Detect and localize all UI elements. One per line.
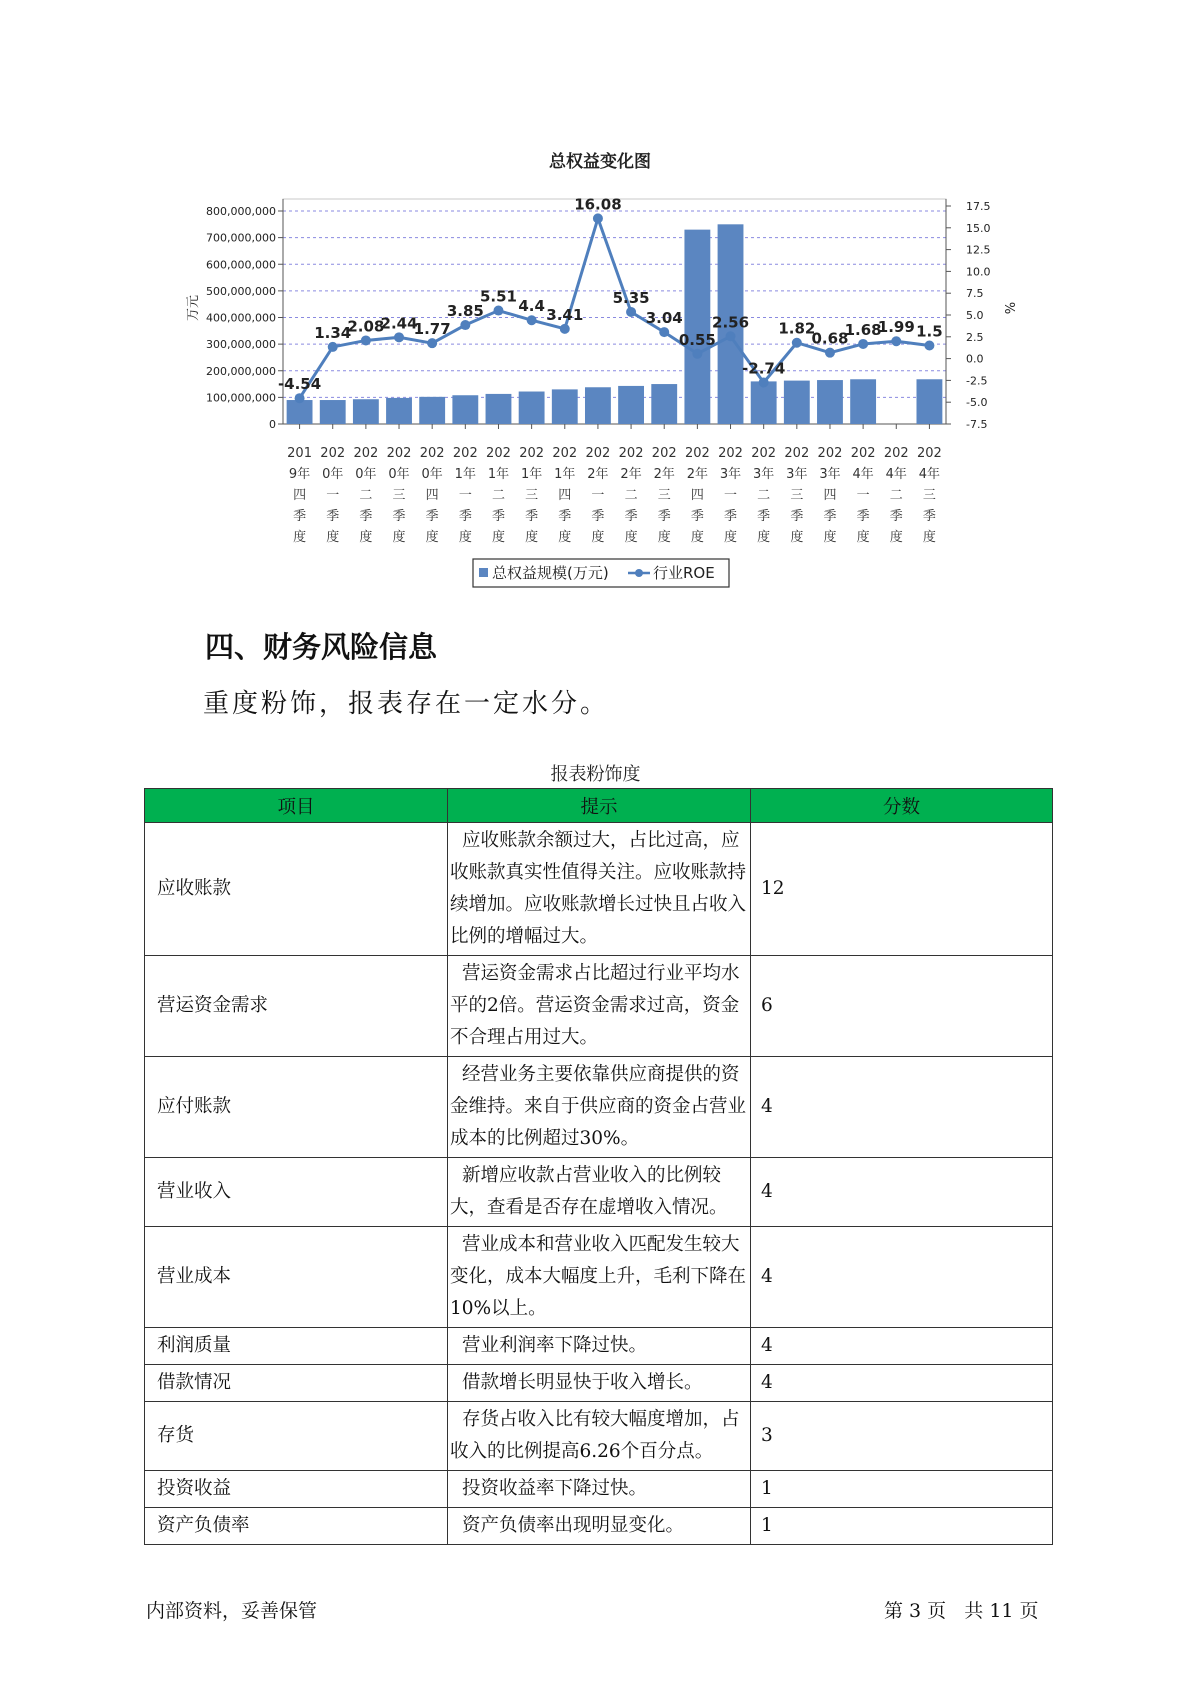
roe-point <box>626 307 636 317</box>
x-tick-label: 2年 <box>653 467 675 482</box>
bar <box>585 387 611 424</box>
bar <box>850 379 876 424</box>
x-tick-label: 1年 <box>554 467 576 482</box>
x-tick-label: 季 <box>425 509 439 524</box>
y-tick-label: 100,000,000 <box>206 391 276 405</box>
x-tick-label: 202 <box>883 446 909 461</box>
x-tick-label: 202 <box>917 446 942 461</box>
x-tick-label: 1年 <box>487 467 510 482</box>
x-tick-label: 一 <box>724 488 738 503</box>
x-tick-label: 0年 <box>322 467 344 482</box>
x-tick-label: 202 <box>353 446 379 461</box>
x-tick-label: 四 <box>293 488 307 503</box>
roe-point <box>759 377 769 387</box>
x-tick-label: 二 <box>889 488 903 503</box>
x-tick-label: 202 <box>684 446 710 461</box>
row-hint: 新增应收款占营业收入的比例较大，查看是否存在虚增收入情况。 <box>448 1158 751 1227</box>
section-heading: 四、财务风险信息 <box>205 630 438 664</box>
y2-tick-label: 10.0 <box>966 265 991 279</box>
y-tick-label: 500,000,000 <box>206 284 276 298</box>
roe-data-label: 16.08 <box>574 195 622 214</box>
plot-area <box>283 199 946 424</box>
y2-tick-label: 17.5 <box>966 200 991 213</box>
y2-tick-label: 2.5 <box>966 330 984 344</box>
table-row <box>145 1471 1053 1508</box>
y-tick-label: 200,000,000 <box>206 364 276 378</box>
roe-point <box>493 306 503 316</box>
x-tick-label: 季 <box>491 509 505 524</box>
y-tick-label: 300,000,000 <box>206 338 276 352</box>
x-tick-label: 四 <box>823 488 837 503</box>
x-tick-label: 度 <box>724 530 738 545</box>
roe-point <box>924 341 934 351</box>
x-tick-label: 2年 <box>620 467 642 482</box>
roe-point <box>361 335 371 345</box>
table-row <box>145 1227 1053 1328</box>
y2-tick-label: -5.0 <box>966 396 988 410</box>
x-tick-label: 度 <box>326 530 340 545</box>
row-hint: 营运资金需求占比超过行业平均水平的2倍。营运资金需求过高，资金不合理占用过大。 <box>448 956 751 1057</box>
roe-point <box>427 338 437 348</box>
row-item: 应收账款 <box>145 823 448 956</box>
roe-point <box>593 213 603 223</box>
bar <box>684 230 710 424</box>
x-tick-label: 季 <box>293 509 307 524</box>
x-tick-label: 二 <box>359 488 373 503</box>
bar <box>751 381 777 424</box>
x-tick-label: 三 <box>790 488 804 503</box>
x-tick-label: 季 <box>558 509 572 524</box>
row-hint: 营业成本和营业收入匹配发生较大变化，成本大幅度上升，毛利下降在10%以上。 <box>448 1227 751 1328</box>
row-score: 4 <box>751 1328 1053 1365</box>
x-tick-label: 202 <box>320 446 346 461</box>
row-score: 1 <box>751 1508 1053 1545</box>
x-tick-label: 度 <box>823 530 837 545</box>
row-score: 4 <box>751 1227 1053 1328</box>
roe-point <box>891 336 901 346</box>
x-tick-label: 度 <box>491 530 505 545</box>
roe-data-label: 1.5 <box>916 322 943 341</box>
x-tick-label: 度 <box>690 530 704 545</box>
x-tick-label: 季 <box>359 509 373 524</box>
x-tick-label: 3年 <box>786 467 808 482</box>
x-tick-label: 3年 <box>719 467 742 482</box>
x-tick-label: 202 <box>850 446 876 461</box>
x-tick-label: 2年 <box>587 467 609 482</box>
x-tick-label: 0年 <box>421 467 443 482</box>
x-tick-label: 度 <box>293 530 307 545</box>
x-tick-label: 202 <box>718 446 743 461</box>
roe-data-label: 1.82 <box>778 319 816 338</box>
x-tick-label: 202 <box>519 446 545 461</box>
row-item: 存货 <box>145 1402 448 1471</box>
x-tick-label: 二 <box>757 488 771 503</box>
x-tick-label: 季 <box>326 509 340 524</box>
header-score: 分数 <box>751 789 1053 823</box>
x-tick-label: 季 <box>757 509 771 524</box>
x-tick-label: 4年 <box>885 467 907 482</box>
x-tick-label: 季 <box>657 509 671 524</box>
roe-data-label: 1.34 <box>314 323 352 342</box>
roe-point <box>527 315 537 325</box>
roe-data-label: 5.51 <box>479 287 517 306</box>
row-hint: 应收账款余额过大，占比过高，应收账款真实性值得关注。应收账款持续增加。应收账款增长过快且占收入比例的增幅过大。 <box>448 823 751 956</box>
x-tick-label: 季 <box>922 509 936 524</box>
header-item: 项目 <box>145 789 448 823</box>
table-row <box>145 956 1053 1057</box>
bar <box>784 381 810 424</box>
x-tick-label: 季 <box>525 509 539 524</box>
x-tick-label: 3年 <box>753 467 775 482</box>
bar <box>452 395 478 424</box>
row-item: 资产负债率 <box>145 1508 448 1545</box>
bar <box>817 380 843 424</box>
y-tick-label: 800,000,000 <box>206 205 276 218</box>
roe-data-label: -4.54 <box>277 375 322 394</box>
x-tick-label: 一 <box>591 488 605 503</box>
x-tick-label: 度 <box>425 530 439 545</box>
x-tick-label: 三 <box>392 488 406 503</box>
y-tick-label: 0 <box>269 418 276 431</box>
x-tick-label: 度 <box>757 530 771 545</box>
row-item: 营业收入 <box>145 1158 448 1227</box>
roe-data-label: 0.55 <box>678 330 716 349</box>
y2-axis-label: % <box>1001 301 1016 315</box>
roe-data-label: 2.44 <box>380 314 418 333</box>
whitewash-table <box>144 788 1053 1545</box>
bar <box>552 389 578 424</box>
x-tick-label: 季 <box>856 509 870 524</box>
legend-line-label: 行业ROE <box>653 564 715 582</box>
roe-point <box>692 349 702 359</box>
x-tick-label: 季 <box>392 509 406 524</box>
legend-bar-swatch <box>479 568 488 577</box>
x-tick-label: 四 <box>690 488 704 503</box>
x-tick-label: 度 <box>922 530 936 545</box>
roe-point <box>394 332 404 342</box>
roe-data-label: 3.04 <box>645 309 683 328</box>
roe-data-label: 2.56 <box>712 313 750 332</box>
x-tick-label: 度 <box>359 530 373 545</box>
table-row <box>145 823 1053 956</box>
x-tick-label: 度 <box>657 530 671 545</box>
bar <box>519 392 545 424</box>
x-tick-label: 202 <box>452 446 478 461</box>
y-tick-label: 400,000,000 <box>206 311 276 325</box>
x-tick-label: 季 <box>724 509 738 524</box>
roe-point <box>328 342 338 352</box>
x-tick-label: 9年 <box>288 467 311 482</box>
row-item: 营业成本 <box>145 1227 448 1328</box>
row-item: 营运资金需求 <box>145 956 448 1057</box>
table-row <box>145 1365 1053 1402</box>
x-tick-label: 202 <box>419 446 445 461</box>
y2-tick-label: 5.0 <box>966 309 984 322</box>
row-hint: 资产负债率出现明显变化。 <box>448 1508 751 1545</box>
roe-point <box>560 324 570 334</box>
roe-data-label: 3.85 <box>446 302 484 321</box>
x-tick-label: 三 <box>922 488 936 503</box>
table-row <box>145 1328 1053 1365</box>
roe-data-label: 1.77 <box>413 320 451 339</box>
x-tick-label: 度 <box>558 530 572 545</box>
x-tick-label: 1年 <box>520 467 543 482</box>
roe-data-label: 1.68 <box>844 320 882 339</box>
y2-tick-label: 0.0 <box>966 352 984 366</box>
legend-line-marker <box>635 569 643 577</box>
roe-data-label: 4.4 <box>518 297 545 316</box>
x-tick-label: 季 <box>591 509 605 524</box>
x-tick-label: 度 <box>591 530 605 545</box>
x-tick-label: 0年 <box>355 467 377 482</box>
x-tick-label: 二 <box>491 488 505 503</box>
row-hint: 营业利润率下降过快。 <box>448 1328 751 1365</box>
y2-tick-label: 12.5 <box>966 243 991 257</box>
x-tick-label: 二 <box>624 488 638 503</box>
row-hint: 经营业务主要依靠供应商提供的资金维持。来自于供应商的资金占营业成本的比例超过30%。 <box>448 1057 751 1158</box>
x-tick-label: 202 <box>585 446 611 461</box>
table-header-row <box>145 789 1053 823</box>
x-tick-label: 四 <box>558 488 572 503</box>
y-axis-label: 万元 <box>186 294 201 322</box>
table-caption: 报表粉饰度 <box>550 764 641 785</box>
roe-data-label: 0.68 <box>811 329 849 348</box>
row-hint: 投资收益率下降过快。 <box>448 1471 751 1508</box>
y-tick-label: 700,000,000 <box>206 231 276 245</box>
y2-tick-label: 7.5 <box>966 287 984 301</box>
footer-page-number: 第 3 页 共 11 页 <box>884 1600 1039 1622</box>
row-score: 4 <box>751 1365 1053 1402</box>
roe-point <box>295 393 305 403</box>
x-tick-label: 季 <box>624 509 638 524</box>
table-row <box>145 1057 1053 1158</box>
table-row <box>145 1402 1053 1471</box>
x-tick-label: 一 <box>326 488 340 503</box>
roe-point <box>858 339 868 349</box>
bar <box>419 397 445 424</box>
roe-point <box>792 338 802 348</box>
x-tick-label: 202 <box>751 446 777 461</box>
x-tick-label: 三 <box>525 488 539 503</box>
bar <box>916 379 942 424</box>
x-tick-label: 三 <box>657 488 671 503</box>
roe-point <box>659 327 669 337</box>
bar <box>287 400 313 424</box>
y-tick-label: 600,000,000 <box>206 258 276 272</box>
x-tick-label: 202 <box>552 446 578 461</box>
x-tick-label: 度 <box>392 530 406 545</box>
bar <box>618 386 644 424</box>
x-tick-label: 201 <box>287 446 312 461</box>
row-score: 12 <box>751 823 1053 956</box>
roe-point <box>726 331 736 341</box>
x-tick-label: 季 <box>458 509 472 524</box>
row-score: 3 <box>751 1402 1053 1471</box>
roe-data-label: 3.41 <box>546 305 584 324</box>
table-row <box>145 1508 1053 1545</box>
section-summary: 重度粉饰，报表存在一定水分。 <box>203 689 610 719</box>
row-score: 4 <box>751 1158 1053 1227</box>
roe-data-label: 1.99 <box>877 318 915 337</box>
row-item: 借款情况 <box>145 1365 448 1402</box>
roe-data-label: 2.08 <box>347 317 385 336</box>
x-tick-label: 季 <box>889 509 903 524</box>
x-tick-label: 4年 <box>852 467 874 482</box>
x-tick-label: 0年 <box>388 467 410 482</box>
roe-data-label: -2.74 <box>742 359 786 378</box>
footer-confidential: 内部资料，妥善保管 <box>146 1600 318 1622</box>
x-tick-label: 季 <box>790 509 804 524</box>
row-item: 利润质量 <box>145 1328 448 1365</box>
x-tick-label: 202 <box>784 446 810 461</box>
x-tick-label: 202 <box>386 446 412 461</box>
bar <box>353 399 379 424</box>
header-hint: 提示 <box>448 789 751 823</box>
x-tick-label: 202 <box>817 446 843 461</box>
x-tick-label: 度 <box>458 530 472 545</box>
row-hint: 借款增长明显快于收入增长。 <box>448 1365 751 1402</box>
x-tick-label: 202 <box>651 446 677 461</box>
x-tick-label: 202 <box>618 446 644 461</box>
x-tick-label: 度 <box>856 530 870 545</box>
x-tick-label: 一 <box>856 488 870 503</box>
row-score: 4 <box>751 1057 1053 1158</box>
x-tick-label: 度 <box>790 530 804 545</box>
y2-tick-label: 15.0 <box>966 221 991 235</box>
table-row <box>145 1158 1053 1227</box>
x-tick-label: 202 <box>486 446 511 461</box>
row-score: 6 <box>751 956 1053 1057</box>
equity-change-chart <box>0 0 1191 600</box>
roe-point <box>825 348 835 358</box>
row-hint: 存货占收入比有较大幅度增加，占收入的比例提高6.26个百分点。 <box>448 1402 751 1471</box>
x-tick-label: 度 <box>889 530 903 545</box>
x-tick-label: 四 <box>425 488 439 503</box>
bar <box>651 384 677 424</box>
chart-title: 总权益变化图 <box>549 152 651 172</box>
x-tick-label: 2年 <box>686 467 709 482</box>
bar <box>386 398 412 424</box>
x-tick-label: 度 <box>624 530 638 545</box>
row-score: 1 <box>751 1471 1053 1508</box>
bar <box>486 394 512 424</box>
x-tick-label: 一 <box>458 488 472 503</box>
x-tick-label: 1年 <box>454 467 476 482</box>
x-tick-label: 度 <box>525 530 539 545</box>
x-tick-label: 季 <box>690 509 704 524</box>
bar <box>320 400 346 424</box>
x-tick-label: 4年 <box>918 467 941 482</box>
row-item: 投资收益 <box>145 1471 448 1508</box>
y2-tick-label: -2.5 <box>966 374 988 388</box>
row-item: 应付账款 <box>145 1057 448 1158</box>
roe-point <box>460 320 470 330</box>
roe-data-label: 5.35 <box>612 288 650 307</box>
x-tick-label: 季 <box>823 509 837 524</box>
y2-tick-label: -7.5 <box>966 418 988 431</box>
legend-bar-label: 总权益规模(万元) <box>492 564 609 582</box>
x-tick-label: 3年 <box>819 467 841 482</box>
